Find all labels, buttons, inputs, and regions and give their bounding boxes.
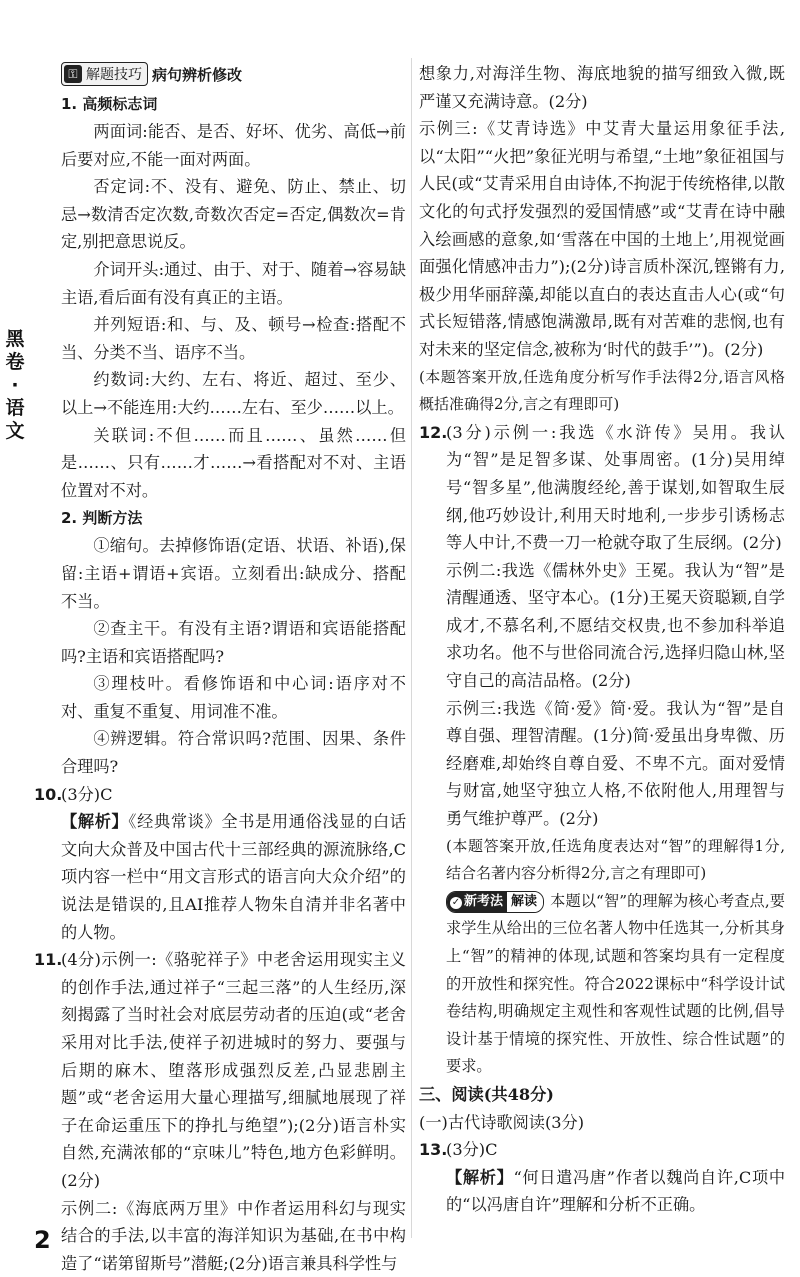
q13-analysis bbox=[419, 1164, 785, 1219]
q13-analysis-tag: 【解析】 bbox=[446, 1167, 514, 1187]
para-yueshu: 约数词:大约、左右、将近、超过、至少、以上→不能连用:大约……左右、至少……以上。 bbox=[61, 370, 406, 417]
para-binglie: 并列短语:和、与、及、顿号→检查:搭配不当、分类不当、语序不当。 bbox=[61, 315, 406, 362]
q11-example-2: 示例二:《海底两万里》中作者运用科幻与现实结合的手法,以丰富的海洋知识为基础,在书中构造了“诺第留斯号”潜艇;(2分)语言兼具科学性与 bbox=[61, 1198, 406, 1273]
tip-badge-label: 解题技巧 bbox=[86, 67, 142, 83]
q11-example-1: (4分)示例一:《骆驼祥子》中老舍运用现实主义的创作手法,通过祥子“三起三落”的人生经历,深刻揭露了当时社会对底层劳动者的压迫(或“老舍采用对比手法,使祥子初进城时的努力、要强与后期的麻木、堕落形成强烈反差,凸显悲剧主题”或“老舍运用大量心理描写,细腻地展现了祥子在命运重压下的挣扎与绝望”);(2分)语言朴实自然,充满浓郁的“京味儿”特色,地方色彩鲜明。(2分) bbox=[61, 950, 406, 1190]
q12-example-3: 示例三:我选《简·爱》简·爱。我认为“智”是自尊自强、理智清醒。(1分)简·爱虽出身卑微、历经磨难,却始终自尊自爱、不卑不亢。面对爱情与财富,她坚守独立人格,不依附他人,用理智与勇气维护尊严。(2分) bbox=[446, 698, 785, 829]
tip-title: 病句辨析修改 bbox=[152, 65, 243, 84]
q13-number: 13. bbox=[419, 1140, 448, 1160]
q10-number: 10. bbox=[34, 784, 63, 804]
para-method-1: ①缩句。去掉修饰语(定语、状语、补语),保留:主语+谓语+宾语。立刻看出:缺成分、搭配不当。 bbox=[61, 536, 406, 611]
q12-note: (本题答案开放,任选角度表达对“智”的理解得1分,结合名著内容分析得2分,言之有理即可) bbox=[446, 836, 785, 883]
q10-analysis-text: 《经典常谈》全书是用通俗浅显的白话文向大众普及中国古代十三部经典的源流脉络,C项内容一栏中“用文言形式的语言向大众介绍”的说法是错误的,且AI推荐人物朱自清并非名著中的人物。 bbox=[61, 812, 407, 942]
para-jieci: 介词开头:通过、由于、对于、随着→容易缺主语,看后面有没有真正的主语。 bbox=[61, 259, 406, 307]
section-3-heading: 三、阅读(共48分) bbox=[419, 1084, 554, 1104]
q13-analysis-text: “何日遣冯唐”作者以魏尚自许,C项中的“以冯唐自许”理解和分析不正确。 bbox=[446, 1167, 785, 1215]
question-13 bbox=[419, 1136, 785, 1164]
q12-example-1: (3分)示例一:我选《水浒传》吴用。我认为“智”是足智多谋、处事周密。(1分)吴用绰号“智多星”,他满腹经纶,善于谋划,如智取生辰纲,他巧妙设计,利用天时地利,一步步引诱杨志等人中计,不费一刀一枪就夺取了生辰纲。(2分) bbox=[446, 422, 785, 553]
key-icon: ⚿ bbox=[64, 65, 82, 83]
q11-note: (本题答案开放,任选角度分析写作手法得2分,语言风格概括准确得2分,言之有理即可) bbox=[419, 367, 785, 414]
section-3-1-heading: (一)古代诗歌阅读(3分) bbox=[419, 1112, 585, 1132]
q13-answer: (3分)C bbox=[446, 1140, 498, 1160]
q10-analysis-tag: 【解析】 bbox=[61, 812, 129, 832]
interpretation-text: 本题以“智”的理解为核心考查点,要求学生从给出的三位名著人物中任选其一,分析其身上“智”的精神的体现,试题和答案均具有一定程度的开放性和探究性。符合2022课标中“科学设计试卷结构,明确规定主观性和客观性试题的比例,倡导设计基于情境的探究性、开放性、综合性试题”的要求。 bbox=[446, 891, 785, 1076]
q11-number: 11. bbox=[34, 950, 63, 970]
subheading-methods: 2. 判断方法 bbox=[61, 509, 143, 528]
page-number: 2 bbox=[34, 1226, 51, 1254]
q12-example-2: 示例二:我选《儒林外史》王冕。我认为“智”是清醒通透、坚守本心。(1分)王冕天资聪颖,自学成才,不慕名利,不愿结交权贵,也不参加科举追求功名。他不与世俗同流合污,选择归隐山林,坚守自己的高洁品格。(2分) bbox=[446, 560, 785, 691]
para-method-3: ③理枝叶。看修饰语和中心词:语序对不对、重复不重复、用词准不准。 bbox=[61, 674, 406, 721]
new-exam-badge-right: 解读 bbox=[507, 892, 543, 912]
q10-answer: (3分)C bbox=[61, 784, 113, 804]
column-divider bbox=[411, 58, 412, 1238]
para-method-2: ②查主干。有没有主语?谓语和宾语能搭配吗?主语和宾语搭配吗? bbox=[61, 619, 406, 666]
new-exam-badge bbox=[446, 891, 544, 913]
subheading-keywords: 1. 高频标志词 bbox=[61, 95, 158, 113]
question-11 bbox=[34, 946, 406, 1194]
question-12 bbox=[419, 419, 785, 557]
para-liangmian: 两面词:能否、是否、好坏、优劣、高低→前后要对应,不能一面对两面。 bbox=[61, 122, 406, 169]
q12-interpretation bbox=[419, 888, 785, 1081]
question-10 bbox=[34, 781, 406, 809]
tip-header bbox=[61, 60, 406, 88]
para-fouding: 否定词:不、没有、避免、防止、禁止、切忌→数清否定次数,奇数次否定=否定,偶数次=肯定,别把意思说反。 bbox=[61, 177, 406, 252]
tip-badge bbox=[61, 62, 148, 86]
para-guanlian: 关联词:不但……而且……、虽然……但是……、只有……才……→看搭配对不对、主语位置对不对。 bbox=[61, 425, 406, 500]
q12-number: 12. bbox=[419, 422, 448, 442]
q11-continued: 想象力,对海洋生物、海底地貌的描写细致入微,既严谨又充满诗意。(2分) bbox=[419, 64, 785, 111]
side-label: 黑卷·语文 bbox=[5, 328, 25, 442]
q10-analysis bbox=[34, 808, 406, 946]
left-column bbox=[34, 60, 406, 1277]
para-method-4: ④辨逻辑。符合常识吗?范围、因果、条件合理吗? bbox=[61, 729, 406, 777]
q11-example-3: 示例三:《艾青诗选》中艾青大量运用象征手法,以“太阳”“火把”象征光明与希望,“土地”象征祖国与人民(或“艾青采用自由诗体,不拘泥于传统格律,以散文化的句式抒发强烈的爱国情感”或“艾青在诗中融入绘画感的意象,如‘雪落在中国的土地上’,用视觉画面强化情感冲击力”);(2分)诗言质朴深沉,铿锵有力,极少用华丽辞藻,却能以直白的表达直击人心(或“句式长短错落,情感饱满激昂,既有对苦难的悲悯,也有对未来的坚定信念,被称为‘时代的鼓手’”)。(2分) bbox=[419, 119, 785, 359]
new-exam-badge-left: 新考法 bbox=[464, 893, 504, 909]
check-icon: ✓ bbox=[451, 896, 461, 908]
right-column bbox=[419, 60, 785, 1219]
